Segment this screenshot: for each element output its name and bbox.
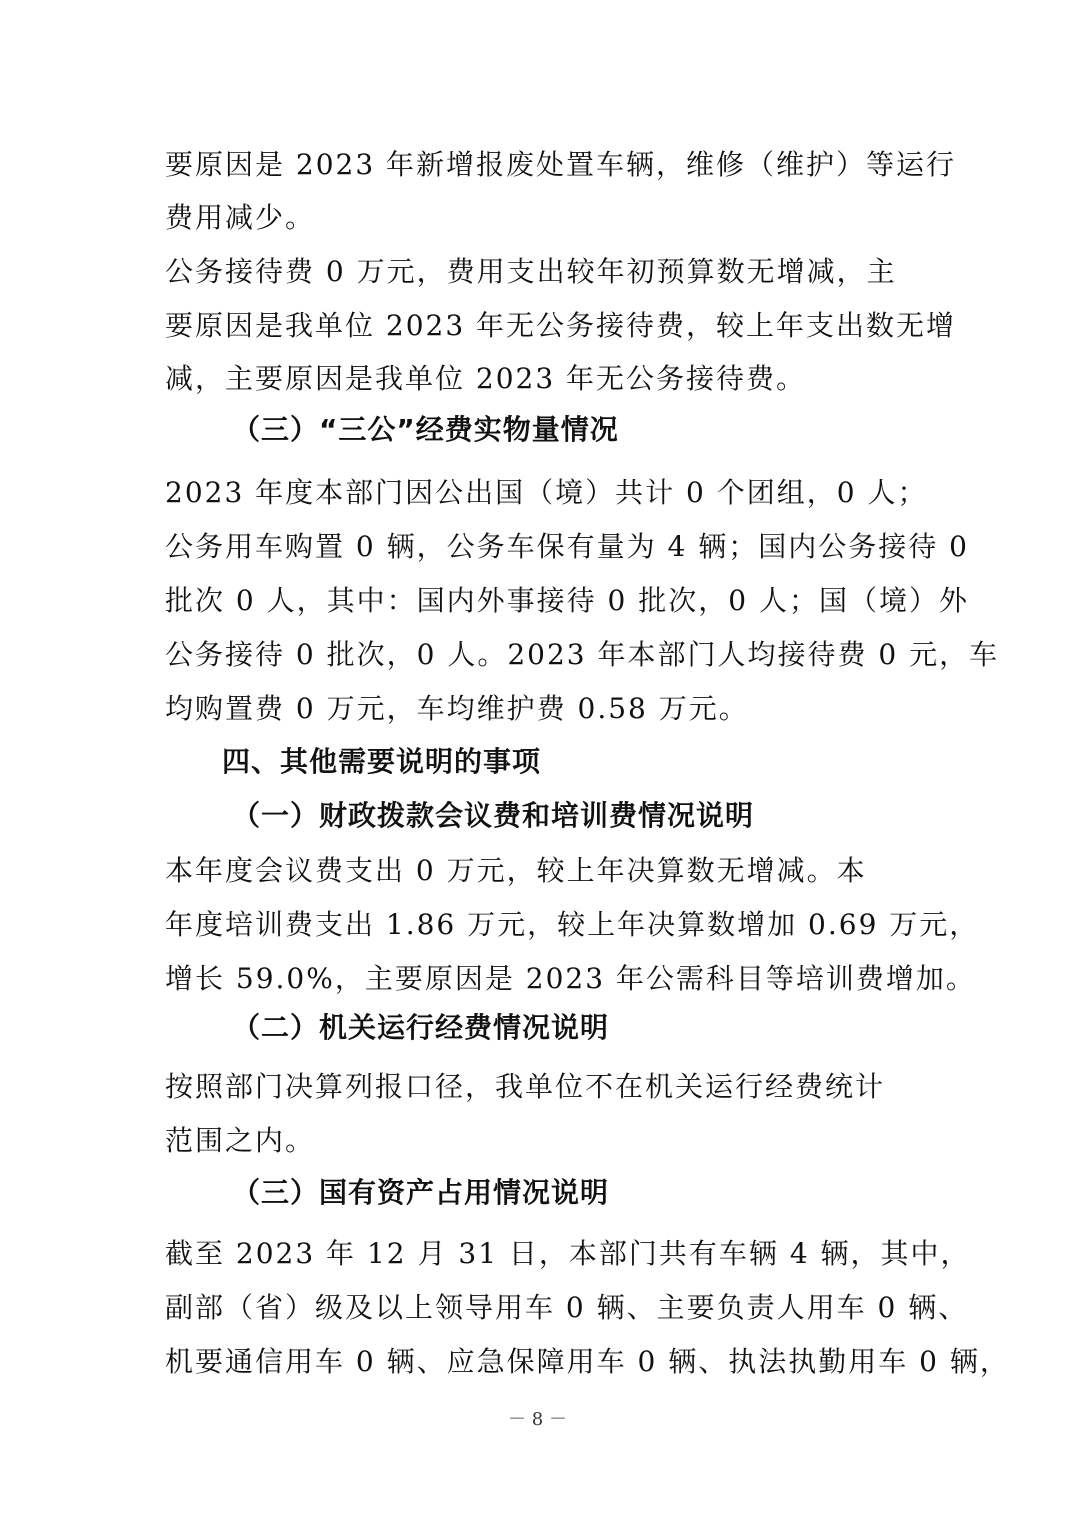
paragraph-line: 公务接待 0 批次，0 人。2023 年本部门人均接待费 0 元，车 bbox=[165, 638, 1000, 671]
paragraph-line: 减，主要原因是我单位 2023 年无公务接待费。 bbox=[165, 362, 807, 395]
paragraph-line: 2023 年度本部门因公出国（境）共计 0 个团组，0 人； bbox=[165, 476, 928, 509]
paragraph-line: 均购置费 0 万元，车均维护费 0.58 万元。 bbox=[165, 692, 749, 725]
paragraph-line: 公务用车购置 0 辆，公务车保有量为 4 辆；国内公务接待 0 bbox=[165, 530, 969, 563]
section-heading: 四、其他需要说明的事项 bbox=[222, 745, 542, 778]
section-heading: （三）“三公”经费实物量情况 bbox=[232, 413, 619, 446]
subsection-heading: （二）机关运行经费情况说明 bbox=[232, 1011, 610, 1044]
paragraph-line: 公务接待费 0 万元，费用支出较年初预算数无增减，主 bbox=[165, 255, 897, 288]
paragraph-line: 截至 2023 年 12 月 31 日，本部门共有车辆 4 辆，其中， bbox=[165, 1237, 971, 1270]
paragraph-line: 要原因是 2023 年新增报废处置车辆，维修（维护）等运行 bbox=[165, 148, 957, 181]
subsection-heading: （三）国有资产占用情况说明 bbox=[232, 1176, 610, 1209]
paragraph-line: 要原因是我单位 2023 年无公务接待费，较上年支出数无增 bbox=[165, 309, 957, 342]
paragraph-line: 本年度会议费支出 0 万元，较上年决算数无增减。本 bbox=[165, 854, 867, 887]
subsection-heading: （一）财政拨款会议费和培训费情况说明 bbox=[232, 799, 755, 832]
paragraph-line: 年度培训费支出 1.86 万元，较上年决算数增加 0.69 万元， bbox=[165, 908, 980, 941]
paragraph-line: 增长 59.0%，主要原因是 2023 年公需科目等培训费增加。 bbox=[165, 962, 976, 995]
paragraph-line: 范围之内。 bbox=[165, 1124, 316, 1157]
paragraph-line: 副部（省）级及以上领导用车 0 辆、主要负责人用车 0 辆、 bbox=[165, 1291, 969, 1324]
page-number: － 8 － bbox=[508, 1409, 567, 1430]
paragraph-line: 机要通信用车 0 辆、应急保障用车 0 辆、执法执勤用车 0 辆， bbox=[165, 1345, 1010, 1378]
paragraph-line: 费用减少。 bbox=[165, 201, 316, 234]
paragraph-line: 批次 0 人，其中：国内外事接待 0 批次，0 人；国（境）外 bbox=[165, 584, 969, 617]
paragraph-line: 按照部门决算列报口径，我单位不在机关运行经费统计 bbox=[165, 1070, 886, 1103]
